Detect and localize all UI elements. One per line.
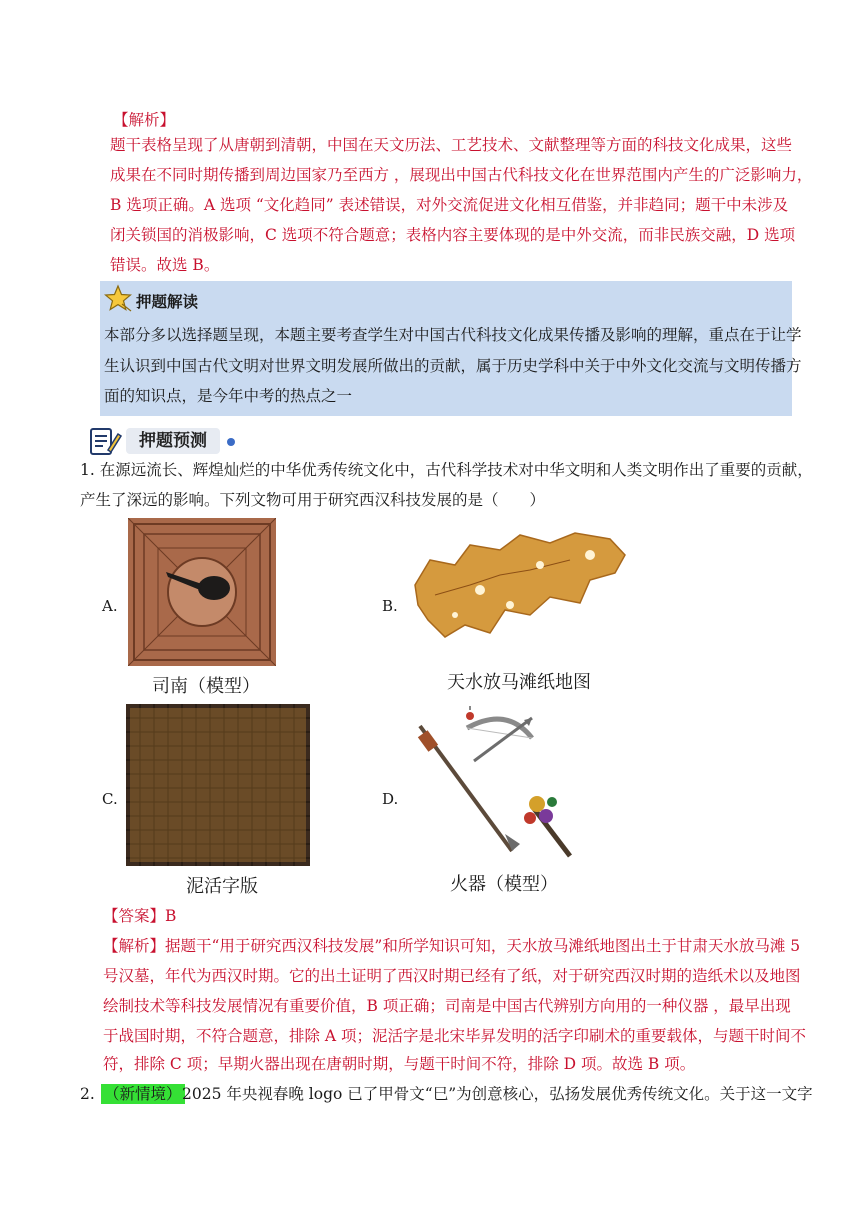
option-letter: A.	[102, 597, 118, 615]
section-header	[88, 424, 238, 460]
question-line: 产生了深远的影响。下列文物可用于研究西汉科技发展的是（ ）	[80, 491, 546, 509]
dot-icon	[226, 437, 236, 447]
analysis-line: 符，排除 C 项；早期火器出现在唐朝时期，与题干时间不符，排除 D 项。故选 B 项。	[103, 1055, 696, 1073]
analysis-line: 错误。故选 B。	[110, 256, 220, 274]
callout-line: 本部分多以选择题呈现，本题主要考查学生对中国古代科技文化成果传播及影响的理解，重点在于让学	[104, 326, 802, 344]
firearms-image	[412, 706, 582, 866]
callout-line: 面的知识点，是今年中考的热点之一	[104, 387, 353, 405]
compass-image	[128, 518, 276, 666]
section-title: 押题预测	[126, 428, 220, 454]
callout-line: 生认识到中国古代文明对世界文明发展所做出的贡献，属于历史学科中关于中外文化交流与文明传播方	[104, 357, 802, 375]
question-number: 2.	[80, 1085, 95, 1103]
analysis-line: 绘制技术等科技发展情况有重要价值，B 项正确；司南是中国古代辨别方向用的一种仪器 ，最早出现	[103, 997, 791, 1015]
question-line: 1. 在源远流长、辉煌灿烂的中华优秀传统文化中，古代科学技术对中华文明和人类文明作出了重要的贡献，	[80, 461, 813, 479]
new-context-tag: （新情境）	[101, 1084, 185, 1104]
callout-title: 押题解读	[136, 292, 199, 311]
option-caption: 火器（模型）	[450, 874, 558, 894]
movable-type-image	[126, 704, 310, 866]
option-caption: 泥活字版	[186, 876, 258, 896]
analysis-line: B 选项正确。A 选项 “文化趋同” 表述错误，对外交流促进文化相互借鉴，并非趋同；题干中未涉及	[110, 196, 789, 214]
analysis-line: 成果在不同时期传播到周边国家乃至西方 ，展现出中国古代科技文化在世界范围内产生的广泛影响力，	[110, 166, 813, 184]
option-letter: C.	[102, 790, 118, 808]
question-line: 2025 年央视春晚 logo 已了甲骨文“巳”为创意核心，弘扬发展优秀传统文化。关于这一文字	[182, 1085, 813, 1103]
analysis-line: 于战国时期，不符合题意，排除 A 项；泥活字是北宋毕昇发明的活字印刷术的重要载体，与题干时间不	[103, 1027, 807, 1045]
option-caption: 司南（模型）	[152, 676, 260, 696]
star-icon	[104, 284, 132, 312]
key-point-callout	[100, 281, 802, 416]
analysis-line: 闭关锁国的消极影响，C 选项不符合题意；表格内容主要体现的是中外交流，而非民族交融，D 选项	[110, 226, 796, 244]
answer-text: 【答案】B	[103, 907, 177, 925]
option-letter: B.	[382, 597, 398, 615]
analysis-line: 【解析】据题干“用于研究西汉科技发展”和所学知识可知，天水放马滩纸地图出土于甘肃天水放马滩 5	[103, 937, 801, 955]
analysis-line: 号汉墓，年代为西汉时期。它的出土证明了西汉时期已经有了纸，对于研究西汉时期的造纸术以及地图	[103, 967, 801, 985]
analysis-label: 【解析】	[113, 111, 176, 129]
notebook-pencil-icon	[88, 424, 122, 458]
analysis-line: 题干表格呈现了从唐朝到清朝，中国在天文历法、工艺技术、文献整理等方面的科技文化成果，这些	[110, 136, 793, 154]
option-letter: D.	[382, 790, 399, 808]
option-caption: 天水放马滩纸地图	[447, 672, 591, 692]
paper-map-image	[410, 525, 630, 645]
